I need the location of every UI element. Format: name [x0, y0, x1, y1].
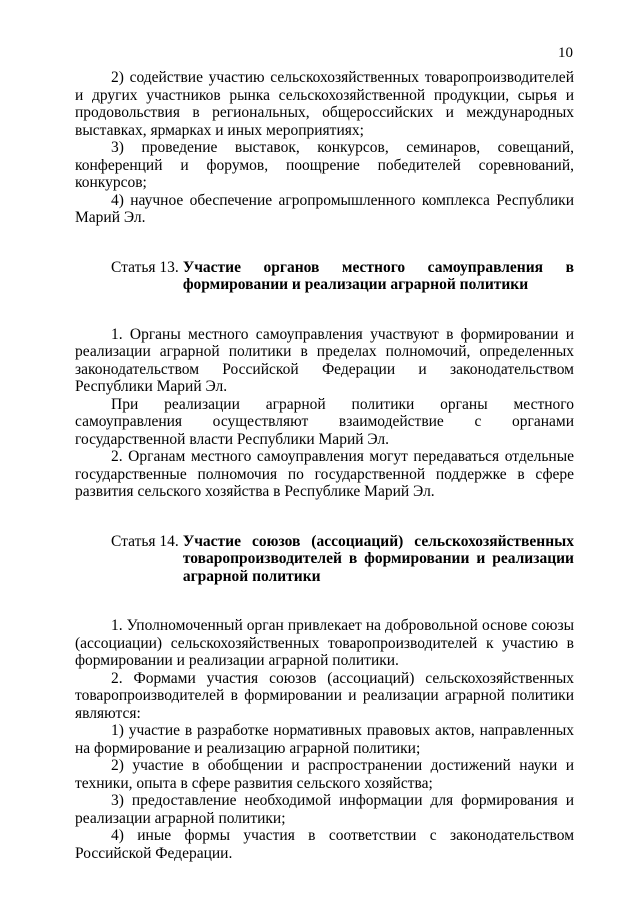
- article-14-heading: [111, 533, 574, 586]
- article-title: Участие союзов (ассоциаций) сельскохозяйственных товаропроизводителей в формировании и реализации аграрной политики: [182, 532, 574, 585]
- paragraph: 2. Органам местного самоуправления могут передаваться отдельные государственные полномочия по государственной поддержке в сфере развития сельского хозяйства в Республике Марий Эл.: [75, 448, 574, 500]
- article-number: Статья 13.: [111, 258, 179, 276]
- list-item: 3) предоставление необходимой информации для формирования и реализации аграрной политики;: [75, 792, 574, 827]
- list-item: 4) иные формы участия в соответствии с законодательством Российской Федерации.: [75, 827, 574, 862]
- article-number: Статья 14.: [111, 532, 179, 550]
- paragraph: 1. Органы местного самоуправления участвуют в формировании и реализации аграрной политики в пределах полномочий, определенных законодательством Российской Федерации и законодательством Республики Марий Эл.: [75, 325, 574, 395]
- list-item: 2) содействие участию сельскохозяйственных товаропроизводителей и других участников рынка сельскохозяйственной продукции, сырья и продовольствия в региональных, общероссийских и международных выставках, ярмарках и иных мероприятиях;: [75, 69, 574, 139]
- list-item: 4) научное обеспечение агропромышленного комплекса Республики Марий Эл.: [75, 191, 574, 226]
- paragraph: 2. Формами участия союзов (ассоциаций) сельскохозяйственных товаропроизводителей в формировании и реализации аграрной политики являются:: [75, 669, 574, 722]
- paragraph: При реализации аграрной политики органы местного самоуправления осуществляют взаимодействие с органами государственной власти Республики Марий Эл.: [75, 395, 574, 448]
- list-item: 2) участие в обобщении и распространении достижений науки и техники, опыта в сфере развития сельского хозяйства;: [75, 757, 574, 792]
- article-title: Участие органов местного самоуправления в формировании и реализации аграрной политики: [182, 258, 574, 293]
- page-number: 10: [558, 45, 573, 61]
- article-13-heading: [111, 259, 574, 294]
- paragraph: 1. Уполномоченный орган привлекает на добровольной основе союзы (ассоциации) сельскохозяйственных товаропроизводителей к участию в формировании и реализации аграрной политики.: [75, 617, 574, 669]
- list-item: 3) проведение выставок, конкурсов, семинаров, совещаний, конференций и форумов, поощрение победителей соревнований, конкурсов;: [75, 139, 574, 191]
- list-item: 1) участие в разработке нормативных правовых актов, направленных на формирование и реализацию аграрной политики;: [75, 722, 574, 757]
- document-body: [75, 69, 574, 862]
